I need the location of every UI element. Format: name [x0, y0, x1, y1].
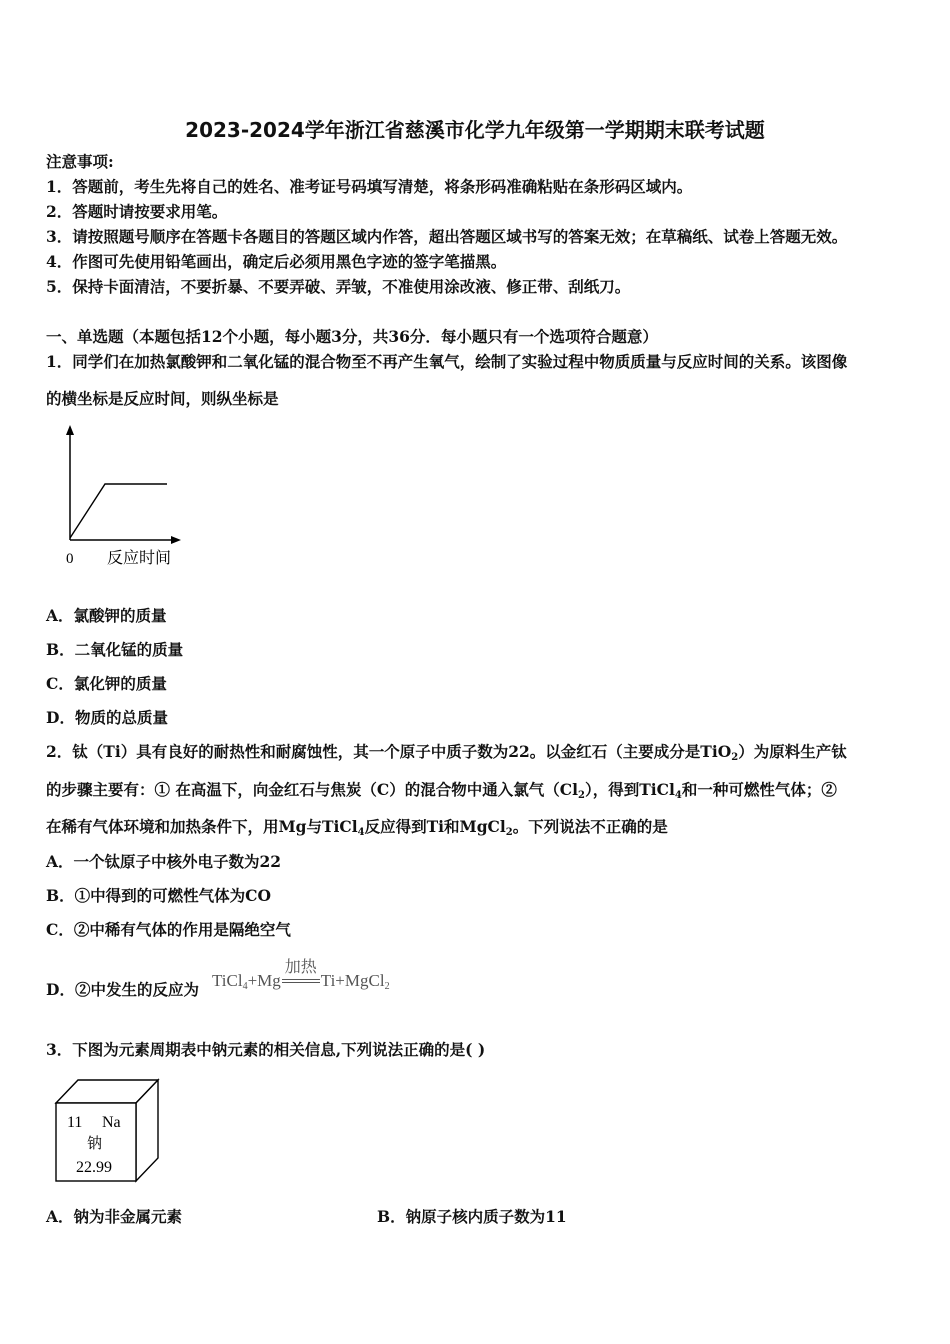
page-title: 2023-2024学年浙江省慈溪市化学九年级第一学期期末联考试题	[185, 118, 765, 142]
q1-stem-line1: 1．同学们在加热氯酸钾和二氧化锰的混合物至不再产生氧气，绘制了实验过程中物质质量与反应时间的关系。该图像	[46, 352, 848, 371]
graph-curve	[70, 484, 167, 538]
q1-option-a: A．氯酸钾的质量	[46, 606, 167, 625]
y-axis-arrow	[66, 425, 74, 435]
q3-option-b: B．钠原子核内质子数为11	[377, 1207, 567, 1226]
origin-label: 0	[66, 551, 74, 567]
q2-option-d: D．②中发生的反应为	[46, 980, 199, 999]
q2-stem-line1: 2．钛（Ti）具有良好的耐热性和耐腐蚀性，其一个原子中质子数为22。以金红石（主要成分是TiO$_2$）为原料生产钛	[46, 742, 847, 763]
q1-option-c: C．氯化钾的质量	[46, 674, 167, 693]
q1-graph	[55, 420, 190, 572]
notice-item: 1．答题前，考生先将自己的姓名、准考证号码填写清楚，将条形码准确粘贴在条形码区域内。	[46, 177, 693, 196]
q1-stem-line2: 的横坐标是反应时间，则纵坐标是	[46, 389, 279, 408]
q3-stem: 3．下图为元素周期表中钠元素的相关信息,下列说法正确的是( )	[46, 1040, 486, 1059]
x-axis-arrow	[171, 536, 181, 544]
q1-option-b: B．二氧化锰的质量	[46, 640, 184, 659]
q2-stem-line3: 在稀有气体环境和加热条件下，用Mg与TiCl$_4$反应得到Ti和MgCl$_2$。下列说法不正确的是	[46, 817, 668, 838]
q2-option-b: B．①中得到的可燃性气体为CO	[46, 886, 271, 905]
element-symbol: Na	[102, 1114, 121, 1131]
q3-option-a: A．钠为非金属元素	[46, 1207, 183, 1226]
x-axis-label: 反应时间	[107, 550, 172, 567]
notice-item: 4．作图可先使用铅笔画出，确定后必须用黑色字迹的签字笔描黑。	[46, 252, 507, 271]
atomic-mass: 22.99	[76, 1159, 112, 1176]
reaction-equation: TiCl$_4$+Mg 加热 Ti+MgCl$_2$	[212, 959, 390, 992]
element-card	[50, 1075, 165, 1187]
notice-item: 2．答题时请按要求用笔。	[46, 202, 228, 221]
element-name: 钠	[87, 1136, 103, 1152]
q1-option-d: D．物质的总质量	[46, 708, 168, 727]
q2-option-c: C．②中稀有气体的作用是隔绝空气	[46, 920, 291, 939]
notice-item: 3．请按照题号顺序在答题卡各题目的答题区域内作答，超出答题区域书写的答案无效；在草稿纸、试卷上答题无效。	[46, 227, 848, 246]
q2-stem-line2: 的步骤主要有：① 在高温下，向金红石与焦炭（C）的混合物中通入氯气$(Cl_2)$，得到TiCl$_4$和一种可燃性气体；②	[46, 780, 837, 801]
q2-option-a: A．一个钛原子中核外电子数为22	[46, 852, 282, 871]
notice-heading: 注意事项:	[46, 152, 114, 171]
reaction-condition: 加热	[281, 972, 321, 988]
atomic-number: 11	[67, 1114, 83, 1131]
section-heading: 一、单选题（本题包括12个小题，每小题3分，共36分．每小题只有一个选项符合题意）	[46, 327, 658, 346]
notice-item: 5．保持卡面清洁，不要折暴、不要弄破、弄皱，不准使用涂改液、修正带、刮纸刀。	[46, 277, 631, 296]
